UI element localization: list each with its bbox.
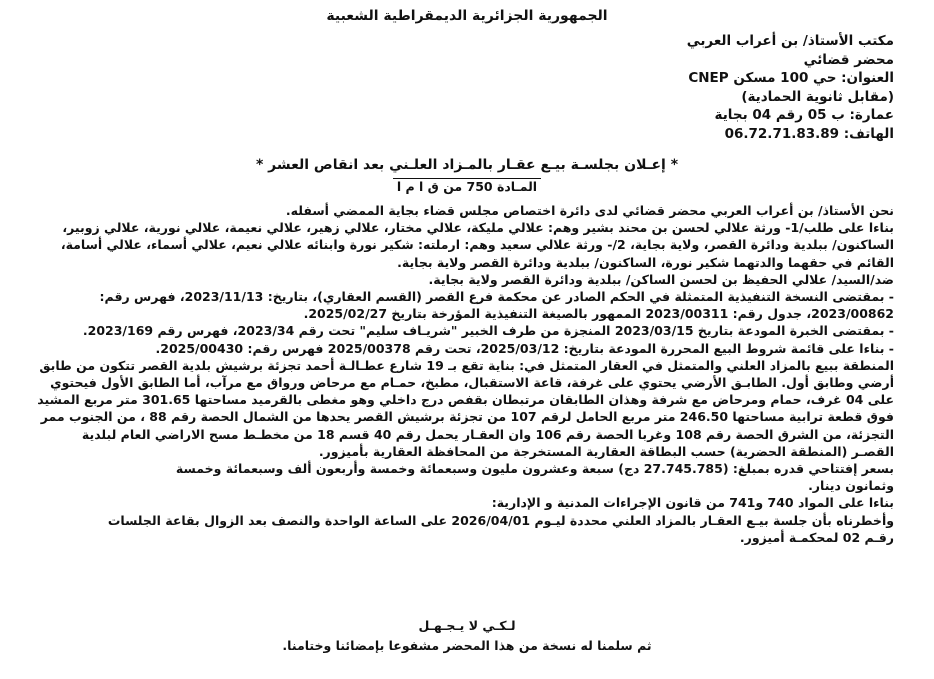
body-line: نحن الأستاذ/ بن أعراب العربي محضر قضائي لدى دائرة اختصاص مجلس قضاء بجاية الممضي أسفله. — [285, 203, 894, 218]
body-line: رقـم 02 لمحكمـة أميزور. — [739, 529, 894, 545]
body-line: - بمقتضى النسخة التنفيذية المتمثلة في الحكم الصادر عن محكمة فرع القصر (القسم العقاري)، بتاريخ: 2023/11/13، فهرس رقم: — [99, 289, 894, 305]
announcement-subtitle — [0, 179, 934, 194]
office-name: مكتب الأستاذ/ بن أعراب العربي — [686, 33, 894, 49]
office-building: عمارة: ب 05 رقم 04 بجاية — [714, 107, 894, 123]
body-line: - بناءا على قائمة شروط البيع المحررة المودعة بتاريخ: 2025/03/12، تحت رقم 2025/00378 فهرس رقم: 2025/00430. — [155, 340, 894, 356]
body-line: الساكنون/ ببلدية ودائرة القصر، ولاية بجاية، 2/- ورثة علالي سعيد وهم: ارملته: شكير نورة وابنائه علالي نعيم، علالي أسماء، علالي أسامة، — [60, 237, 894, 253]
office-phone: الهاتف: 06.72.71.83.89 — [724, 125, 894, 142]
announcement-title: * إعـلان بجلسـة بيـع عقـار بالمـزاد العلـني بعد انقاص العشر * — [255, 157, 679, 173]
republic-heading: الجمهورية الجزائرية الديمقراطية الشعبية — [326, 8, 608, 24]
body-line: القائم في حقهما والدتهما شكير نورة، الساكنون/ ببلدية ودائرة القصر ولاية بجاية. — [397, 254, 894, 270]
announcement-body — [14, 202, 894, 546]
body-line: القصـر (المنطقة الحضرية) حسب البطاقة العقارية المستخرجة من المحافظة العقارية بأميزور. — [318, 443, 894, 459]
office-address: العنوان: حي 100 مسكن CNEP — [688, 70, 894, 86]
body-line: بناءا على طلب/1- ورثة علالي لحسن بن محند بشير وهم: علالي مليكة، علالي مختار، علالي زهير، علالي نعيمة، علالي نورية، علالي زوبير، — [62, 220, 894, 236]
office-landmark: (مقابل ثانوية الحمادية) — [741, 88, 894, 105]
body-line: ضد/السيد/ علالي الحفيظ بن لحسن الساكن/ ببلدية ودائرة القصر ولاية بجاية. — [428, 271, 894, 287]
body-line: بسعر إفتتاحي قدره بمبلغ: (27.745.785 دج) سبعة وعشرون مليون وسبعمائة وخمسة وأربعون ألف وسبعمائة وخمسة — [175, 461, 894, 477]
bailiff-header — [474, 32, 894, 143]
body-line: وثمانون دينار. — [808, 478, 894, 494]
body-line: 2023/00862، جدول رقم: 2023/00311 الممهور بالصيغة التنفيذية المؤرخة بتاريخ 2025/02/27. — [303, 306, 894, 322]
office-role: محضر قضائي — [803, 51, 894, 68]
body-line: - بمقتضى الخبرة المودعة بتاريخ 2023/03/15 المنجزة من طرف الخبير "شريـاف سليم" تحت رقم 2023/34، فهرس رقم 2023/169. — [82, 323, 894, 339]
body-line: المنطقة ببيع بالمزاد العلني والمتمثل في العقار المتمثل في: بناية تقع بـ 19 شارع عطـالـة أحمد تجزئة برشيش بلدية القصر تتكون من طابق — [39, 357, 894, 373]
body-line: على 04 غرف، حمام ومرحاض مع شرفة وهذان الطابقان مرتبطان بقفص درج داخلي وهو مغطى بالقرميد مساحتها 301.65 متر مربع المشيد — [37, 392, 894, 408]
closing-phrase: لـكـي لا يـجـهـل — [418, 618, 516, 633]
article-reference: المـادة 750 من ق ا م ا — [393, 178, 541, 194]
closing-statement: ثم سلمنا له نسخة من هذا المحضر مشفوعا بإمضائنا وختامنا. — [282, 638, 652, 653]
body-line: أرضي وطابق أول. الطابـق الأرضي يحتوي على غرفة، قاعة الاستقبال، مطبخ، حمـام مع مرحاض ورواق مع مرآب، أما الطابق الأول فيحتوي — [50, 375, 894, 391]
body-line: فوق قطعة ترابية مساحتها 246.50 متر مربع الحامل لرقم 107 من تجزئة برشيش القصر يحدها من الشمال الحصة رقم 88 ، من الجنوب ممر — [40, 409, 894, 425]
body-line: بناءا على المواد 740 و741 من قانون الإجراءات المدنية و الإدارية: — [491, 495, 894, 511]
body-line: التجزئة، من الشرق الحصة رقم 108 وغربا الحصة رقم 106 وان العقـار يحمل رقم 40 قسم 18 من مخطـط مسح الاراضي العام لبلدية — [81, 426, 894, 442]
body-line: وأخطرناه بأن جلسة بيـع العقـار بالمزاد العلني محددة ليـوم 2026/04/01 على الساعة الواحدة والنصف بعد الزوال بقاعة الجلسات — [107, 512, 894, 528]
